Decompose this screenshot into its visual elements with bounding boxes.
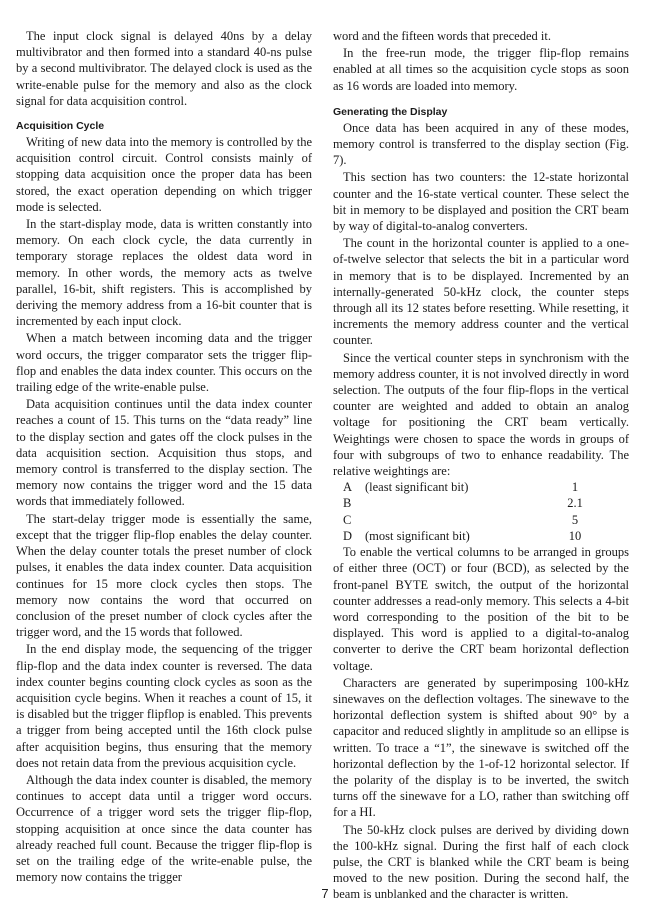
weighting-description <box>365 512 545 528</box>
weighting-letter: B <box>343 496 352 511</box>
weighting-value: 10 <box>568 528 582 543</box>
weighting-letter: D <box>343 528 353 543</box>
paragraph: In the start-display mode, data is written constantly into memory. On each clock cycle, the data currently in temporary storage replaces the oldest data word in memory. In other words, the memory acts as twelve parallel, 16-bit, shift registers. This is accomplished by deriving the memory address from a 16-bit counter that is incremented by each input clock. <box>16 217 312 329</box>
page-number: 7 <box>321 886 329 901</box>
weighting-letter: C <box>343 512 352 527</box>
paragraph: Data acquisition continues until the data index counter reaches a count of 15. This turns on the “data ready” line to the display section and gates off the clock pulses in the data acquisition section. Acquisition thus stops, and memory control is transferred to the display section. The memory now contains the trigger word and the 15 data words that immediately followed. <box>16 397 312 509</box>
paragraph: Although the data index counter is disabled, the memory continues to accept data until a trigger word occurs. Occurrence of a trigger word sets the trigger flip-flop, stopping acquisition at once since the data counter has already reached full count. Because the trigger flip-flop is set on the trailing edge of the write-enable pulse, the memory now contains the trigger <box>16 772 312 885</box>
intro-paragraph: The input clock signal is delayed 40ns by a delay multivibrator and then formed into a standard 40-ns pulse by a second multivibrator. The delayed clock is used as the write-enable pulse for the memory and also as the clock signal for data acquisition control. <box>16 29 312 108</box>
section-heading-acquisition-cycle: Acquisition Cycle <box>16 120 105 133</box>
paragraph: In the free-run mode, the trigger flip-flop remains enabled at all times so the acquisition cycle stops as soon as 16 words are loaded into memory. <box>333 46 629 93</box>
weighting-row <box>333 495 629 511</box>
section-heading-generating-display: Generating the Display <box>333 105 448 118</box>
paragraph: Characters are generated by superimposing 100-kHz sinewaves on the deflection voltages. The sinewave to the horizontal deflection system is shifted about 90° by a capacitor and reduced slightly in amplitude so an ellipse is written. To trace a “1”, the sinewave is switched off the horizontal deflection by the 1-of-12 horizontal selector. If the polarity of the display is to be inverted, the switch turns off the sinewave for a LO, rather than switching off for a HI. <box>333 675 629 820</box>
weighting-description: (least significant bit) <box>365 480 469 495</box>
weighting-row <box>333 512 629 528</box>
weightings-list <box>333 479 629 544</box>
continuation-paragraph: word and the fifteen words that preceded it. <box>333 29 551 43</box>
paragraph: When a match between incoming data and the trigger word occurs, the trigger comparator sets the trigger flip-flop and enables the data index counter. This occurs on the trailing edge of the write-enable pulse. <box>16 331 312 395</box>
weighting-description: (most significant bit) <box>365 528 470 543</box>
paragraph: The 50-kHz clock pulses are derived by dividing down the 100-kHz signal. During the first half of each clock pulse, the CRT is blanked while the CRT beam is being moved to the new position. During the second half, the beam is unblanked and the character is written. <box>333 822 629 902</box>
paragraph: The start-delay trigger mode is essentially the same, except that the trigger flip-flop enables the delay counter. When the delay counter totals the preset number of clock pulses, it enables the data index counter. Data acquisition continues for 15 more clock cycles then stops. The memory now contains the word that occurred on conclusion of the preset number of clock cycles after the trigger word, and the 15 words that followed. <box>16 511 312 640</box>
paragraph: Since the vertical counter steps in synchronism with the memory address counter, it is not involved directly in word selection. The outputs of the four flip-flops in the vertical counter are weighted and added to obtain an analog voltage for positioning the CRT beam vertically. Weightings were chosen to space the words in groups of four with subgroups of two to enhance readability. The relative weightings are: <box>333 350 629 479</box>
paragraph: In the end display mode, the sequencing of the trigger flip-flop and the data index counter is reversed. The data index counter begins counting clock cycles as soon as the acquisition cycle begins. When it reaches a count of 15, it is disabled but the trigger flipflop is enabled. This prevents a trigger from being accepted until the 16th clock pulse after acquisition begins, thus ensuring that the memory does not retain data from the previous acquisition cycle. <box>16 642 312 770</box>
right-column <box>333 28 629 903</box>
paragraph: To enable the vertical columns to be arranged in groups of either three (OCT) or four (BCD), as selected by the front-panel BYTE switch, the output of the horizontal counter addresses a read-only memory. This selects a 4-bit word corresponding to the position of the bit to be displayed. This word is applied to a digital-to-analog converter to derive the CRT beam horizontal deflection voltage. <box>333 545 629 673</box>
paragraph: This section has two counters: the 12-state horizontal counter and the 16-state vertical counter. These select the bit in memory to be displayed and position the CRT beam by way of digital-to-analog converters. <box>333 170 629 234</box>
paragraph: Once data has been acquired in any of these modes, memory control is transferred to the display section (Fig. 7). <box>333 120 629 168</box>
paragraph: The count in the horizontal counter is applied to a one-of-twelve selector that selects the bit in a particular word in memory that is to be displayed. Incremented by an internally-generated 50-kHz clock, the counter steps through all its 12 states before resetting. While resetting, it increments the memory address counter and the vertical counter. <box>333 236 629 348</box>
weighting-value: 2.1 <box>567 496 583 511</box>
left-column <box>16 28 312 885</box>
weighting-letter: A <box>343 480 353 495</box>
paragraph: Writing of new data into the memory is controlled by the acquisition control circuit. Control consists mainly of stopping data acquisition once the proper data has been stored, the exact operation depending on which trigger mode is selected. <box>16 135 312 214</box>
weighting-row <box>333 479 629 495</box>
weighting-value: 5 <box>571 512 579 527</box>
weighting-description <box>365 495 545 511</box>
weighting-row <box>333 528 629 544</box>
weighting-value: 1 <box>571 480 579 495</box>
